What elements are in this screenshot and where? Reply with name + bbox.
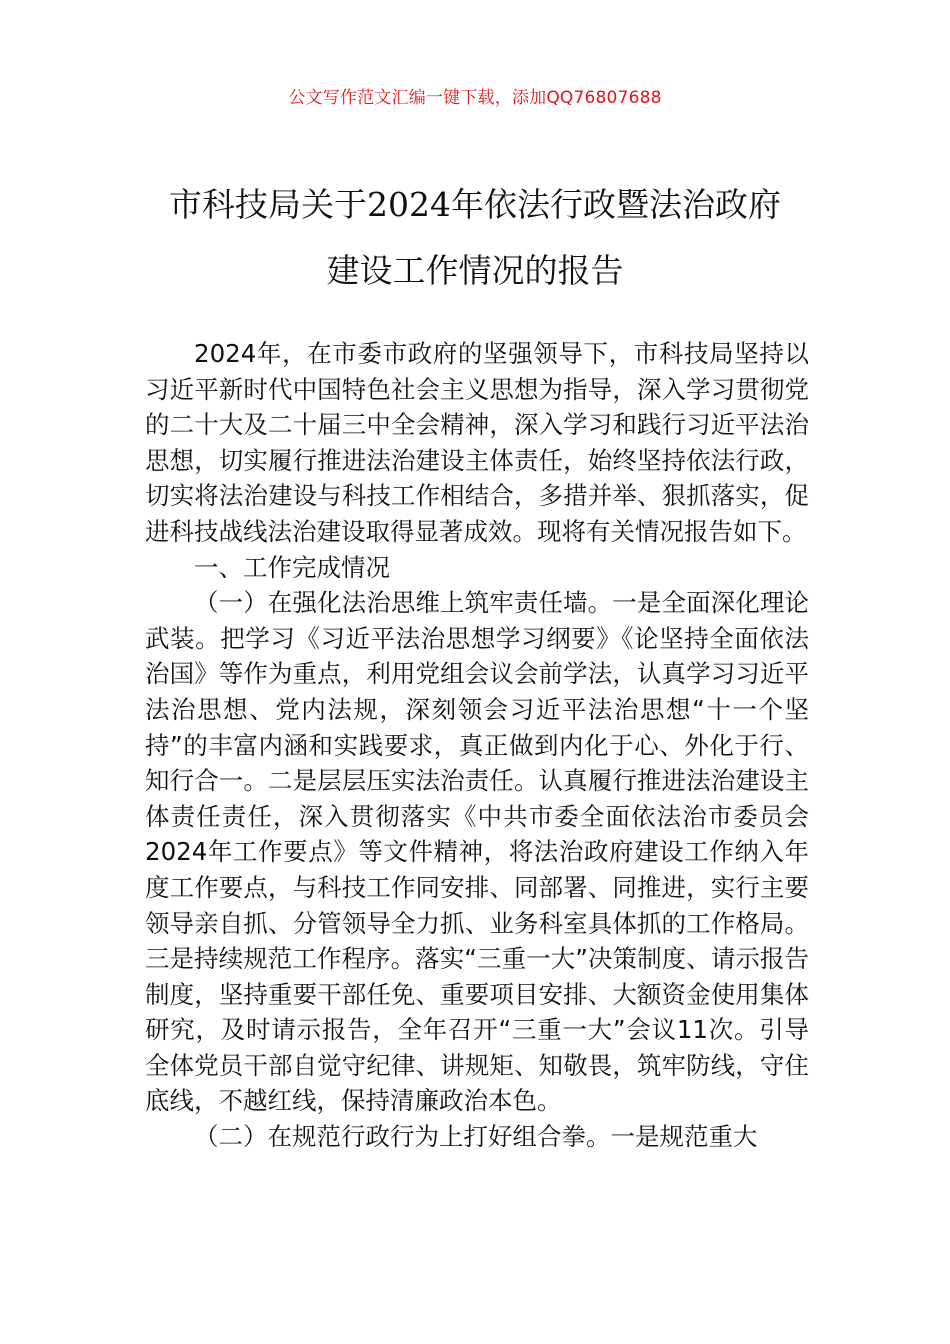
intro-paragraph: 2024年，在市委市政府的坚强领导下，市科技局坚持以习近平新时代中国特色社会主义思想为指导，深入学习贯彻党的二十大及二十届三中全会精神，深入学习和践行习近平法治思想，切实履行推进法治建设主体责任，始终坚持依法行政，切实将法治建设与科技工作相结合，多措并举、狠抓落实，促进科技战线法治建设取得显著成效。现将有关情况报告如下。	[145, 339, 809, 546]
title-line-2: 建设工作情况的报告	[326, 251, 624, 290]
subsection-1-paragraph: （一）在强化法治思维上筑牢责任墙。一是全面深化理论武装。把学习《习近平法治思想学习纲要》《论坚持全面依法治国》等作为重点，利用党组会议会前学法，认真学习习近平法治思想、党内法规，深刻领会习近平法治思想“十一个坚持”的丰富内涵和实践要求，真正做到内化于心、外化于行、知行合一。二是层层压实法治责任。认真履行推进法治建设主体责任责任，深入贯彻落实《中共市委全面依法治市委员会2024年工作要点》等文件精神，将法治政府建设工作纳入年度工作要点，与科技工作同安排、同部署、同推进，实行主要领导亲自抓、分管领导全力抓、业务科室具体抓的工作格局。三是持续规范工作程序。落实“三重一大”决策制度、请示报告制度，坚持重要干部任免、重要项目安排、大额资金使用集体研究，及时请示报告，全年召开“三重一大”会议11次。引导全体党员干部自觉守纪律、讲规矩、知敬畏，筑牢防线，守住底线，不越红线，保持清廉政治本色。	[145, 588, 809, 1116]
section-heading: 一、工作完成情况	[194, 552, 390, 582]
subsection-2-paragraph: （二）在规范行政行为上打好组合拳。一是规范重大	[194, 1122, 758, 1152]
document-body	[145, 336, 809, 1155]
download-promo-note: 公文写作范文汇编一键下载，添加QQ76807688	[288, 88, 662, 108]
title-line-1: 市科技局关于2024年依法行政暨法治政府	[169, 185, 781, 224]
document-title	[120, 172, 830, 304]
